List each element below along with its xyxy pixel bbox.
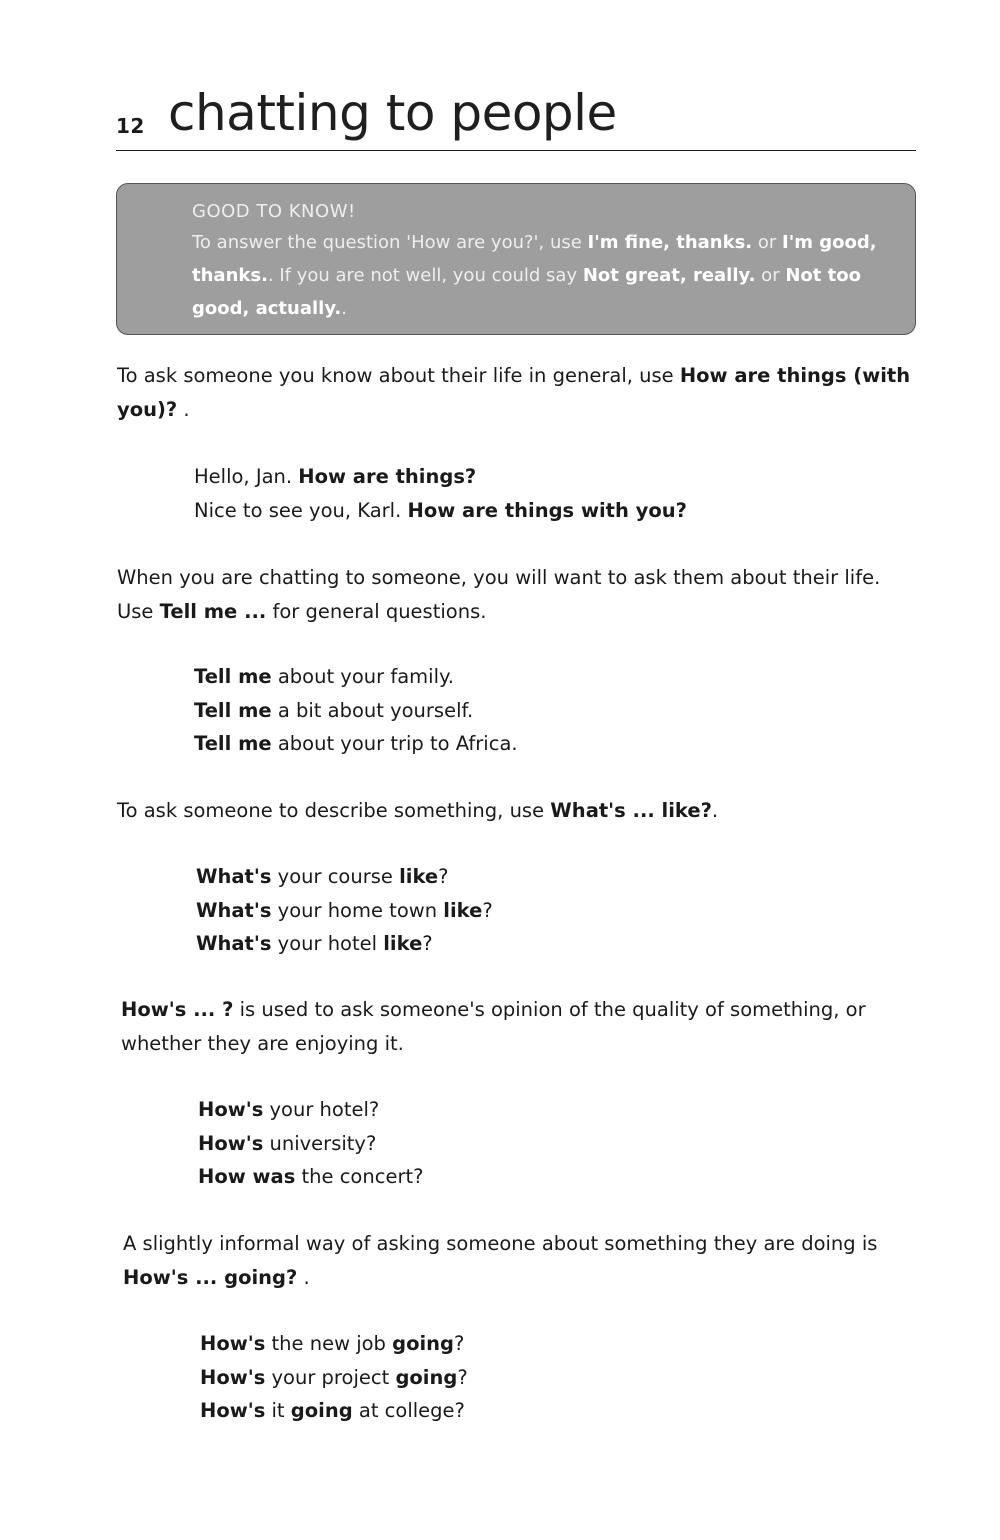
example-key: like — [399, 865, 439, 888]
example-text: ? — [482, 898, 493, 922]
gtk-text-1: To answer the question 'How are you?', use — [192, 232, 588, 253]
example-text: your hotel — [271, 932, 384, 955]
example-text: ? — [422, 932, 433, 955]
gtk-text-5: . — [341, 298, 347, 319]
example-key: How's — [198, 1131, 264, 1155]
paragraph-whats-like — [117, 794, 917, 828]
example-line — [198, 1127, 918, 1161]
gtk-text-3: . If you are not well, you could say — [267, 265, 583, 286]
example-text: your course — [271, 865, 400, 888]
para-text: To ask someone you know about their life in general, use — [117, 364, 680, 387]
example-key: What's — [196, 865, 272, 888]
example-line — [194, 727, 914, 761]
example-text: university? — [263, 1131, 377, 1155]
para-text: A slightly informal way of asking someone about something they are doing is — [123, 1232, 878, 1255]
example-key: How's — [200, 1332, 266, 1355]
example-line — [196, 894, 916, 928]
example-key: How's — [200, 1399, 266, 1422]
example-text: ? — [438, 865, 449, 888]
example-key: Tell me — [194, 665, 272, 688]
para-text: for general questions. — [266, 600, 487, 623]
gtk-text-2: or — [752, 232, 782, 253]
example-line — [200, 1394, 920, 1428]
example-text: ? — [457, 1365, 468, 1389]
para-text: is used to ask someone's opinion of the quality of something, or whether they are enjoying it. — [121, 998, 866, 1055]
gtk-text-4: or — [755, 265, 786, 286]
example-key: How's — [198, 1098, 264, 1121]
example-text: about your family. — [271, 665, 454, 688]
examples-how-are-things — [194, 460, 914, 527]
example-key: How was — [198, 1165, 296, 1188]
example-key: going — [392, 1332, 455, 1355]
examples-whats-like — [196, 860, 916, 961]
gtk-phrase-good: I'm good, thanks. — [192, 232, 877, 286]
example-key: How's — [200, 1365, 266, 1389]
example-line — [194, 660, 914, 694]
example-text: your hotel? — [263, 1098, 380, 1121]
example-line — [198, 1160, 918, 1194]
page-number: 12 — [116, 114, 145, 138]
gtk-phrase-not-great: Not great, really. — [582, 265, 756, 286]
good-to-know-text — [192, 226, 895, 325]
example-text: Hello, Jan. — [194, 465, 299, 488]
example-text: your home town — [271, 898, 444, 922]
example-text: ? — [454, 1332, 465, 1355]
examples-hows-going — [200, 1327, 920, 1428]
paragraph-hows-going — [123, 1227, 923, 1295]
example-key: Tell me — [194, 698, 272, 722]
example-line — [194, 494, 914, 528]
example-key: How are things with you? — [407, 498, 687, 522]
para-key-phrase: How's ... ? — [121, 998, 234, 1021]
para-text: When you are chatting to someone, you will want to ask them about their life. Use — [117, 566, 881, 623]
good-to-know-box — [116, 183, 916, 335]
para-text: To ask someone to describe something, use — [117, 799, 551, 822]
example-key: going — [395, 1365, 458, 1389]
paragraph-tell-me — [117, 561, 917, 629]
example-key: going — [290, 1399, 353, 1422]
example-text: it — [265, 1399, 291, 1422]
example-line — [198, 1093, 918, 1127]
para-text: . — [297, 1266, 310, 1289]
paragraph-how-are-things — [117, 359, 917, 427]
example-line — [194, 460, 914, 494]
para-key-phrase: What's ... like? — [550, 799, 712, 822]
examples-tell-me — [194, 660, 914, 761]
example-text: the concert? — [295, 1165, 424, 1188]
example-key: like — [383, 932, 423, 955]
para-key-phrase: How's ... going? — [123, 1266, 298, 1289]
example-text: your project — [265, 1365, 396, 1389]
examples-hows — [198, 1093, 918, 1194]
gtk-phrase-fine: I'm fine, thanks. — [587, 232, 753, 253]
para-text: . — [177, 398, 190, 421]
example-key: Tell me — [194, 732, 272, 755]
example-text: at college? — [352, 1399, 465, 1422]
example-key: How are things? — [298, 465, 477, 488]
example-key: like — [443, 898, 483, 922]
page-title: chatting to people — [168, 84, 617, 142]
example-text: a bit about yourself. — [271, 698, 474, 722]
example-text: Nice to see you, Karl. — [194, 498, 408, 522]
example-key: What's — [196, 932, 272, 955]
example-line — [194, 694, 914, 728]
example-key: What's — [196, 898, 272, 922]
gtk-phrase-not-too-good: Not too good, actually. — [192, 265, 861, 319]
example-text: about your trip to Africa. — [271, 732, 518, 755]
example-line — [200, 1361, 920, 1395]
good-to-know-title: GOOD TO KNOW! — [192, 201, 356, 222]
example-line — [200, 1327, 920, 1361]
example-line — [196, 860, 916, 894]
example-text: the new job — [265, 1332, 393, 1355]
para-key-phrase: Tell me ... — [159, 600, 267, 623]
page-header — [116, 82, 916, 151]
example-line — [196, 927, 916, 961]
paragraph-hows — [121, 993, 921, 1061]
para-key-phrase: How are things (with you)? — [117, 364, 911, 421]
para-text: . — [711, 799, 719, 822]
